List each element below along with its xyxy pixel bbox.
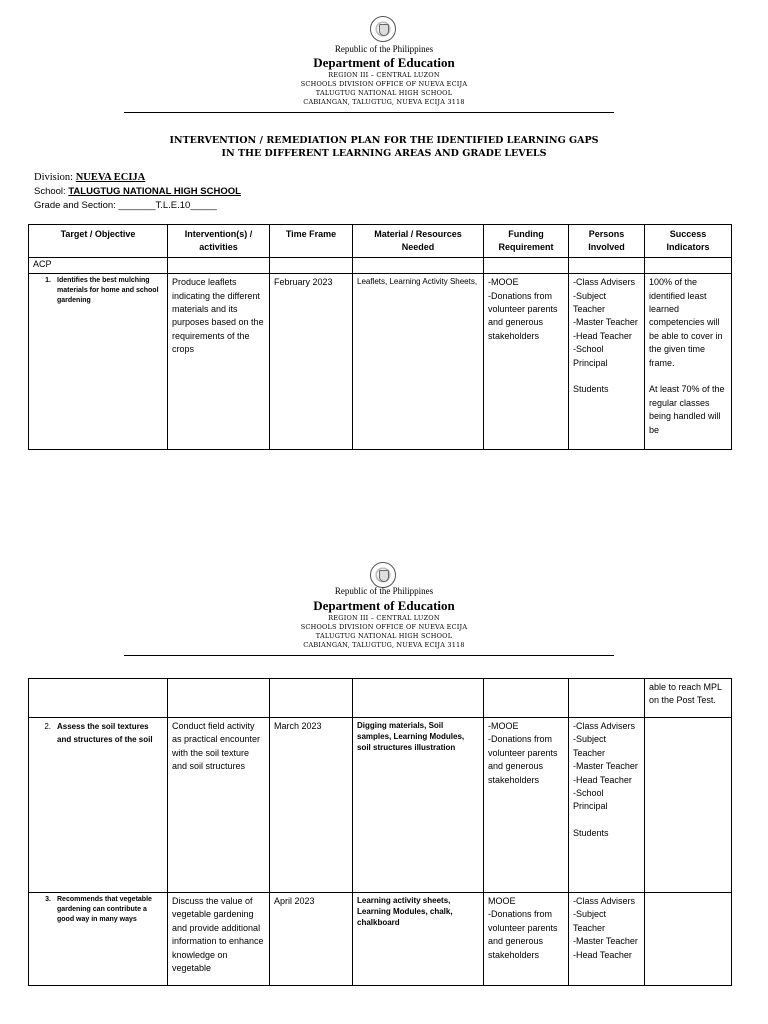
grade-field bbox=[34, 200, 217, 211]
region-line: REGION III – CENTRAL LUZON bbox=[328, 71, 440, 79]
funding-cell: MOOE -Donations from volunteer parents and generous stakeholders bbox=[484, 893, 569, 986]
department-name: Department of Education bbox=[313, 598, 455, 613]
school-value: TALUGTUG NATIONAL HIGH SCHOOL bbox=[68, 186, 241, 197]
table-header-row bbox=[29, 225, 732, 258]
objective-text: Assess the soil textures and structures of the soil bbox=[57, 722, 153, 744]
col-header-time-frame: Time Frame bbox=[270, 225, 353, 258]
table-row bbox=[29, 274, 732, 450]
table-row bbox=[29, 718, 732, 893]
plan-title-line2: IN THE DIFFERENT LEARNING AREAS AND GRADE LEVELS bbox=[221, 148, 547, 159]
division-office-line: SCHOOLS DIVISION OFFICE OF NUEVA ECIJA bbox=[300, 623, 468, 631]
persons-cell: -Class Advisers -Subject Teacher -Master Teacher -Head Teacher -School Principal Students bbox=[569, 718, 645, 893]
grade-label: Grade and Section: bbox=[34, 200, 119, 211]
school-label: School: bbox=[34, 186, 69, 197]
success-cell bbox=[645, 718, 732, 893]
school-field bbox=[34, 186, 241, 197]
intervention-cell: Produce leaflets indicating the different materials and its purposes based on the requirements of the crops bbox=[168, 274, 270, 450]
division-field bbox=[34, 172, 145, 183]
plan-table-page2 bbox=[28, 678, 732, 986]
republic-line: Republic of the Philippines bbox=[334, 586, 434, 596]
row-number: 3. bbox=[45, 896, 51, 903]
division-office-line: SCHOOLS DIVISION OFFICE OF NUEVA ECIJA bbox=[300, 80, 468, 88]
col-header-target: Target / Objective bbox=[29, 225, 168, 258]
time-frame-cell: February 2023 bbox=[270, 274, 353, 450]
section-row bbox=[29, 257, 732, 273]
table-row bbox=[29, 679, 732, 718]
time-frame-cell: March 2023 bbox=[270, 718, 353, 893]
success-cell bbox=[645, 893, 732, 986]
deped-seal-icon bbox=[370, 16, 396, 42]
funding-cell: -MOOE -Donations from volunteer parents and generous stakeholders bbox=[484, 274, 569, 450]
department-name: Department of Education bbox=[313, 55, 455, 70]
deped-seal-icon bbox=[370, 562, 396, 588]
section-label: ACP bbox=[29, 257, 168, 273]
table-row bbox=[29, 893, 732, 986]
header-divider bbox=[124, 655, 614, 656]
materials-cell: Leaflets, Learning Activity Sheets, bbox=[353, 274, 484, 450]
school-line: TALUGTUG NATIONAL HIGH SCHOOL bbox=[315, 632, 453, 640]
division-value: NUEVA ECIJA bbox=[75, 172, 146, 183]
time-frame-cell: April 2023 bbox=[270, 893, 353, 986]
republic-line: Republic of the Philippines bbox=[334, 44, 434, 54]
header-divider bbox=[124, 112, 614, 113]
intervention-cell: Conduct field activity as practical encounter with the soil texture and soil structures bbox=[168, 718, 270, 893]
col-header-materials: Material / Resources Needed bbox=[353, 225, 484, 258]
objective-cell bbox=[29, 274, 168, 450]
plan-table-page1 bbox=[28, 224, 732, 450]
materials-cell: Digging materials, Soil samples, Learning Modules, soil structures illustration bbox=[353, 718, 484, 893]
objective-text: Identifies the best mulching materials for home and school gardening bbox=[57, 277, 159, 305]
persons-cell: -Class Advisers -Subject Teacher -Master Teacher -Head Teacher -School Principal Students bbox=[569, 274, 645, 450]
objective-cell bbox=[29, 893, 168, 986]
address-line: CABIANGAN, TALUGTUG, NUEVA ECIJA 3118 bbox=[303, 641, 465, 649]
school-line: TALUGTUG NATIONAL HIGH SCHOOL bbox=[315, 89, 453, 97]
success-cell: able to reach MPL on the Post Test. bbox=[645, 679, 732, 718]
address-line: CABIANGAN, TALUGTUG, NUEVA ECIJA 3118 bbox=[303, 98, 465, 106]
objective-text: Recommends that vegetable gardening can contribute a good way in many ways bbox=[57, 896, 152, 923]
region-line: REGION III – CENTRAL LUZON bbox=[328, 614, 440, 622]
objective-cell bbox=[29, 718, 168, 893]
intervention-cell: Discuss the value of vegetable gardening and provide additional information to enhance knowledge on vegetable bbox=[168, 893, 270, 986]
col-header-funding: Funding Requirement bbox=[484, 225, 569, 258]
plan-title-line1: INTERVENTION / REMEDIATION PLAN FOR THE IDENTIFIED LEARNING GAPS bbox=[169, 135, 599, 146]
grade-value: _______T.L.E.10_____ bbox=[118, 200, 217, 211]
division-label: Division: bbox=[34, 172, 76, 183]
funding-cell: -MOOE -Donations from volunteer parents and generous stakeholders bbox=[484, 718, 569, 893]
materials-cell: Learning activity sheets, Learning Modules, chalk, chalkboard bbox=[353, 893, 484, 986]
success-cell: 100% of the identified least learned competencies will be able to cover in the given time frame. At least 70% of the regular classes being handled will be bbox=[645, 274, 732, 450]
col-header-success: Success Indicators bbox=[645, 225, 732, 258]
col-header-intervention: Intervention(s) / activities bbox=[168, 225, 270, 258]
row-number: 2. bbox=[44, 722, 51, 731]
persons-cell: -Class Advisers -Subject Teacher -Master Teacher -Head Teacher bbox=[569, 893, 645, 986]
col-header-persons: Persons Involved bbox=[569, 225, 645, 258]
row-number: 1. bbox=[45, 277, 51, 285]
